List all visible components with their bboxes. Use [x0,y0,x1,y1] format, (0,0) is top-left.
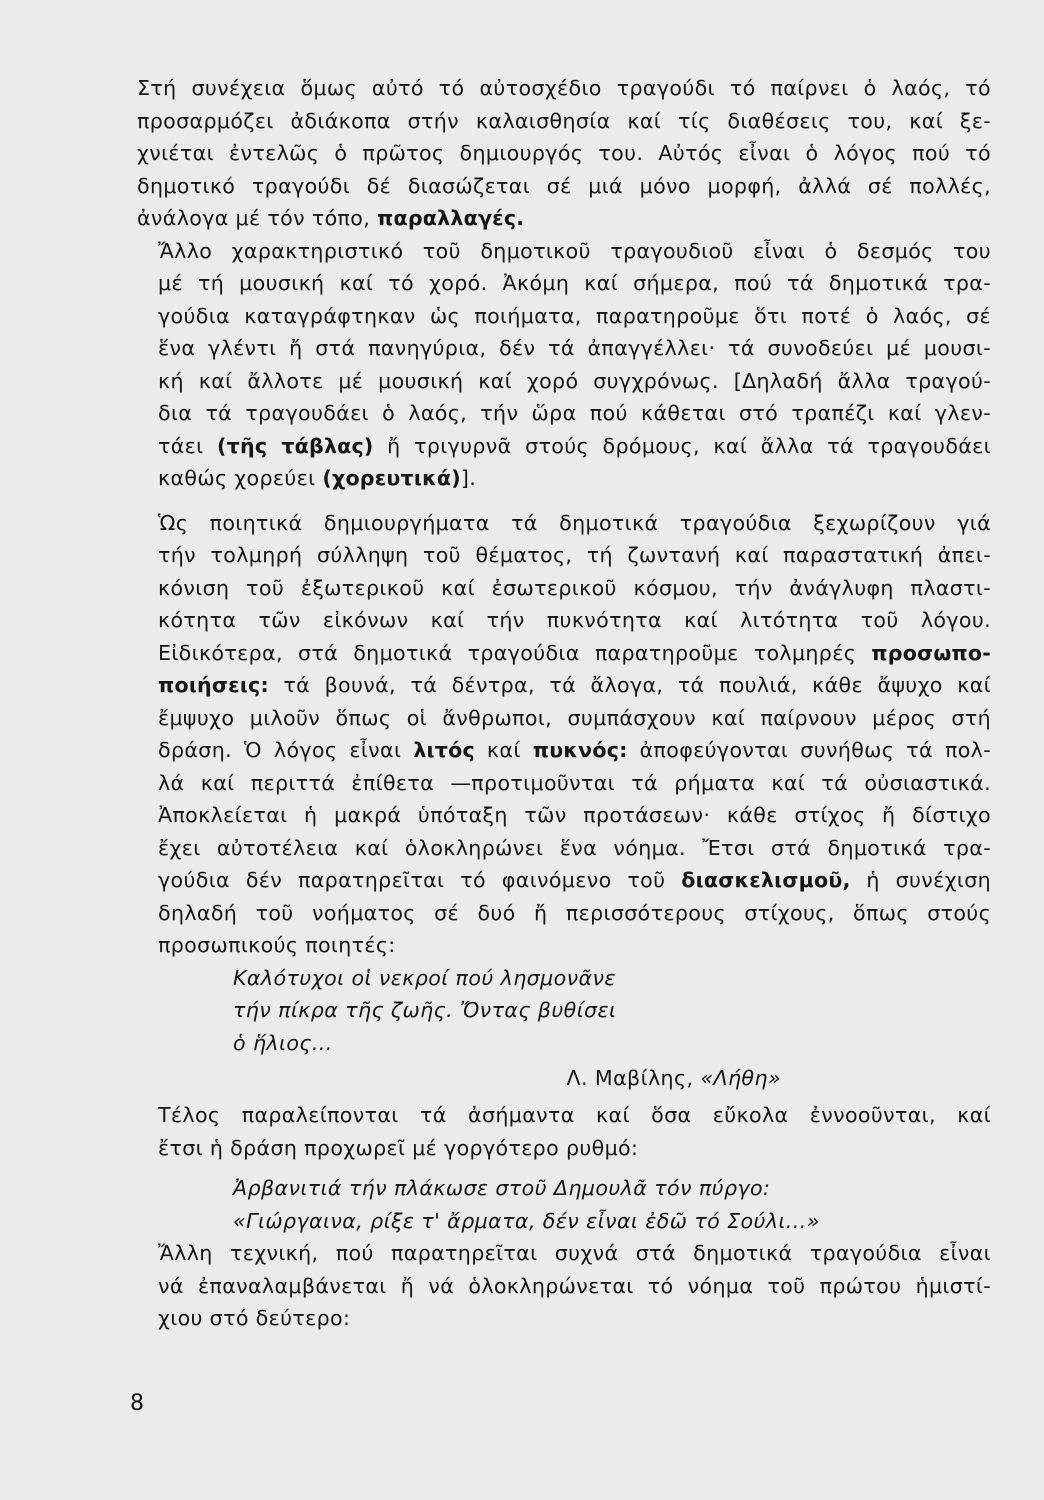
text-line: ἔτσι ἡ δράση προχωρεῖ μέ γοργότερο ρυθμό: [158,1135,639,1160]
poem-attribution: Λ. Μαβίλης, «Λήθη» [566,1066,781,1090]
poem-line: Ἀρβανιτιά τήν πλάκωσε στοῦ Δημουλᾶ τόν πύργο: [233,1176,771,1200]
text-line: Εἰδικότερα, στά δημοτικά τραγούδια παρατηροῦμε τολμηρές προσωπο- [158,640,991,665]
text-line: κότητα τῶν εἰκόνων καί τήν πυκνότητα καί λιτότητα τοῦ λόγου. [158,608,991,632]
bold-term: παραλλαγές. [377,206,525,230]
text-line: Ὡς ποιητικά δημιουργήματα τά δημοτικά τραγούδια ξεχωρίζουν γιά [158,510,991,535]
bold-term: προσωπο- [871,640,991,665]
text-line: τήν τολμηρή σύλληψη τοῦ θέματος, τή ζωντανή καί παραστατική ἀπει- [158,543,991,567]
text-line: καθώς χορεύει (χορευτικά)]. [158,466,477,490]
body-text [137,72,991,1335]
text-line: κόνιση τοῦ ἐξωτερικοῦ καί ἐσωτερικοῦ κόσμου, τήν ἀνάγλυφη πλαστι- [158,575,991,600]
poem-line: τήν πίκρα τῆς ζωῆς. Ὄντας βυθίσει [233,998,617,1022]
paragraph-gap [137,1164,991,1172]
text-line: Στή συνέχεια ὅμως αὐτό τό αὐτοσχέδιο τραγούδι τό παίρνει ὁ λαός, τό [137,76,991,100]
text-line: μέ τή μουσική καί τό χορό. Ἀκόμη καί σήμερα, πού τά δημοτικά τρα- [158,271,991,295]
poem-line: ὁ ἥλιος... [233,1030,333,1055]
text-line: γούδια δέν παρατηρεῖται τό φαινόμενο τοῦ διασκελισμοῦ, ἡ συνέχιση [158,868,991,892]
text-line: νά ἐπαναλαμβάνεται ἤ νά ὁλοκληρώνεται τό νόημα τοῦ πρώτου ἡμιστί- [158,1273,991,1298]
text-line: δια τά τραγουδάει ὁ λαός, τήν ὥρα πού κάθεται στό τραπέζι καί γλεν- [158,401,991,425]
bold-term: διασκελισμοῦ, [681,868,851,892]
text-line: Ἄλλο χαρακτηριστικό τοῦ δημοτικοῦ τραγουδιοῦ εἶναι ὁ δεσμός του [158,238,991,263]
text-line: τάει (τῆς τάβλας) ἤ τριγυρνᾶ στούς δρόμους, καί ἄλλα τά τραγουδάει [158,433,991,458]
paragraph-2 [137,235,991,495]
text-line: Τέλος παραλείπονται τά ἀσήμαντα καί ὅσα εὔκολα ἐννοοῦνται, καί [158,1103,991,1127]
text-line: χιου στό δεύτερο: [158,1306,351,1330]
bold-term: (τῆς τάβλας) [217,433,374,458]
text-line: προσαρμόζει ἀδιάκοπα στήν καλαισθησία καί τίς διαθέσεις του, καί ξε- [137,108,991,133]
text-line: Ἀποκλείεται ἡ μακρά ὑπόταξη τῶν προτάσεων· κάθε στίχος ἤ δίστιχο [158,803,991,827]
paragraph-1 [137,72,991,235]
text-line: δράση. Ὁ λόγος εἶναι λιτός καί πυκνός: ἀποφεύγονται συνήθως τά πολ- [158,738,991,762]
page-number: 8 [130,1391,144,1416]
paragraph-4 [137,1099,991,1164]
text-line: χνιέται ἐντελῶς ὁ πρῶτος δημιουργός του. Αὐτός εἶναι ὁ λόγος πού τό [137,141,991,165]
text-line: ἀνάλογα μέ τόν τόπο, παραλλαγές. [137,206,525,230]
text-line: ἕνα γλέντι ἤ στά πανηγύρια, δέν τά ἀπαγγέλλει· τά συνοδεύει μέ μουσι- [158,336,991,360]
poem-line: Καλότυχοι οἱ νεκροί πού λησμονᾶνε [233,965,616,990]
text-line: λά καί περιττά ἐπίθετα —προτιμοῦνται τά ρήματα καί τά οὐσιαστικά. [158,770,991,795]
bold-term: λιτός [413,738,475,762]
paragraph-gap [137,495,991,507]
bold-term: ποιήσεις: [158,673,269,697]
paragraph-5 [137,1237,991,1335]
text-line: ἔχει αὐτοτέλεια καί ὁλοκληρώνει ἕνα νόημα. Ἔτσι στά δημοτικά τρα- [158,835,991,860]
text-line: δηλαδή τοῦ νοήματος σέ δυό ἤ περισσότερους στίχους, ὅπως στούς [158,900,991,925]
bold-term: πυκνός: [532,738,628,762]
text-line: ἔμψυχο μιλοῦν ὅπως οἱ ἄνθρωποι, συμπάσχουν καί παίρνουν μέρος στή [158,705,991,730]
poem-quote-1 [137,962,991,1060]
poem-quote-2 [137,1172,991,1237]
text-line: δημοτικό τραγούδι δέ διασώζεται σέ μιά μόνο μορφή, ἀλλά σέ πολλές, [137,173,991,198]
text-line: γούδια καταγράφτηκαν ὡς ποιήματα, παρατηροῦμε ὅτι ποτέ ὁ λαός, σέ [158,303,991,328]
text-line: κή καί ἄλλοτε μέ μουσική καί χορό συγχρόνως. [Δηλαδή ἄλλα τραγού- [158,368,991,393]
paragraph-3 [137,507,991,962]
text-line: Ἄλλη τεχνική, πού παρατηρεῖται συχνά στά δημοτικά τραγούδια εἶναι [158,1241,991,1265]
bold-term: (χορευτικά) [322,466,461,490]
text-line: ποιήσεις: τά βουνά, τά δέντρα, τά ἄλογα, τά πουλιά, κάθε ἄψυχο καί [158,673,991,697]
text-line: προσωπικούς ποιητές: [158,933,396,957]
poem-line: «Γιώργαινα, ρίξε τ' ἄρματα, δέν εἶναι ἐδῶ τό Σούλι...» [233,1208,820,1233]
